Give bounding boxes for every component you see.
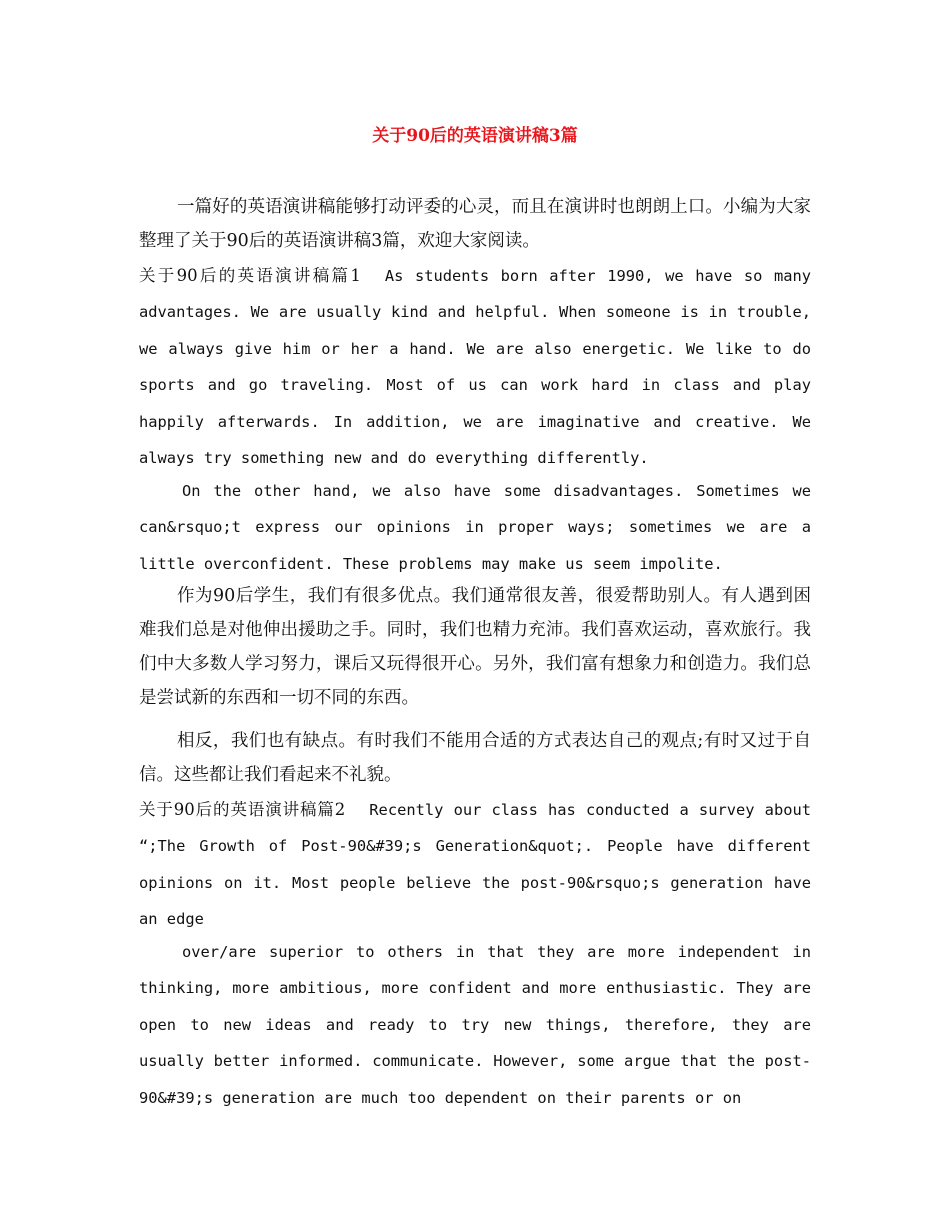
intro-paragraph: 一篇好的英语演讲稿能够打动评委的心灵，而且在演讲时也朗朗上口。小编为大家整理了关于90后的英语演讲稿3篇，欢迎大家阅读。	[139, 197, 811, 251]
document-title: 关于90后的英语演讲稿3篇	[372, 126, 578, 146]
section1-para1-text: As students born after 1990, we have so many advantages. We are usually kind and helpful. When someone is in trouble, we always give him or her a hand. We are also energetic. We like to do sports and go traveling. Most of us can work hard in class and play happily afterwards. In addition, we are imaginative and creative. We always try something new and do everything differently.	[139, 267, 812, 468]
section1-english-paragraph-2: On the other hand, we also have some disadvantages. Sometimes we can&rsquo;t express our opinions in proper ways; sometimes we are a little overconfident. These problems may make us seem impolite.	[139, 482, 811, 573]
section2-english-paragraph-2: over/are superior to others in that they are more independent in thinking, more ambitious, more confident and more enthusiastic. They are open to new ideas and ready to try new things, therefore, they are usually better informed. communicate. However, some argue that the post-90&#39;s generation are much too dependent on their parents or on	[139, 943, 811, 1107]
section1-chinese-paragraph-1: 作为90后学生，我们有很多优点。我们通常很友善，很爱帮助别人。有人遇到困难我们总是对他伸出援助之手。同时，我们也精力充沛。我们喜欢运动，喜欢旅行。我们中大多数人学习努力，课后又玩得很开心。另外，我们富有想象力和创造力。我们总是尝试新的东西和一切不同的东西。	[139, 586, 811, 708]
section2-english-paragraph-1	[139, 792, 811, 938]
section1-english-paragraph-1	[139, 258, 811, 476]
section2-heading: 关于90后的英语演讲稿篇2	[139, 800, 346, 819]
section1-chinese-paragraph-2: 相反，我们也有缺点。有时我们不能用合适的方式表达自己的观点;有时又过于自信。这些都让我们看起来不礼貌。	[139, 731, 811, 785]
section1-heading: 关于90后的英语演讲稿篇1	[139, 266, 361, 285]
section2-para1-text: Recently our class has conducted a survey about “;The Growth of Post-90&#39;s Generation&quot;. People have different opinions on it. Most people believe the post-90&rsquo;s generation have an edge	[139, 801, 812, 929]
